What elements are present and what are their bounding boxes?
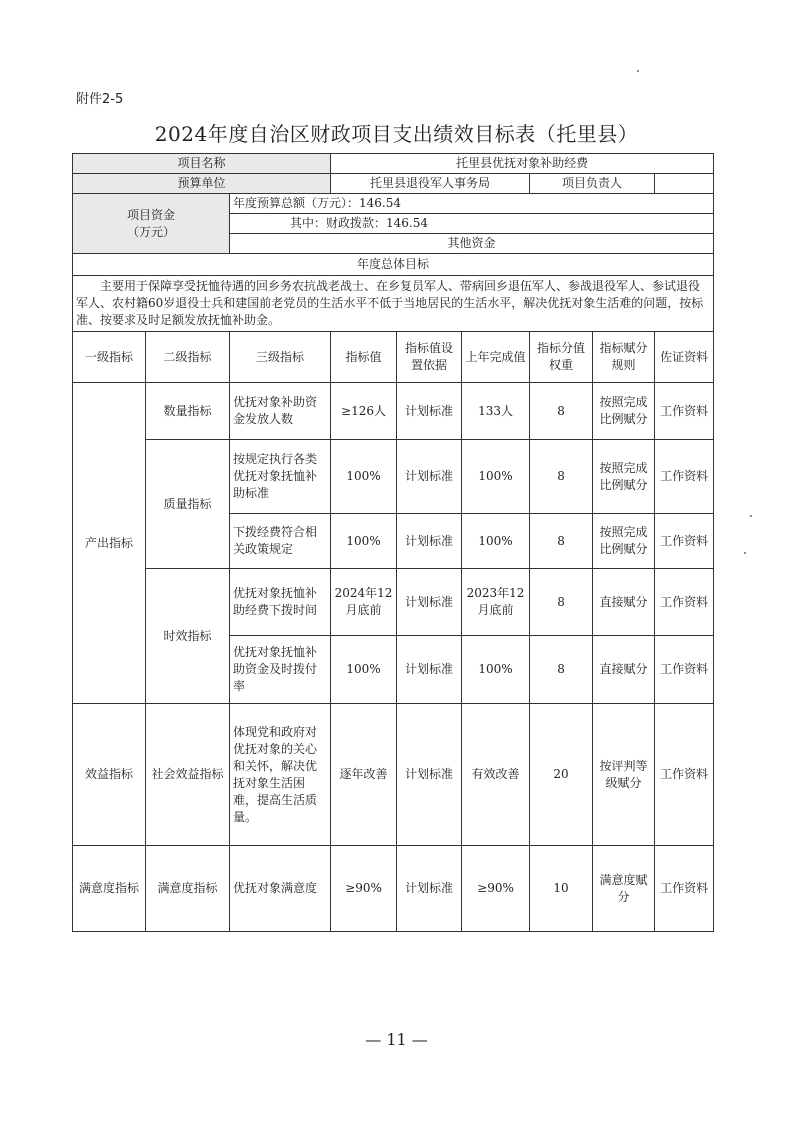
rule-cell: 按照完成比例赋分 [593, 514, 655, 569]
evidence-cell: 工作资料 [655, 383, 714, 440]
rule-cell: 按照完成比例赋分 [593, 440, 655, 514]
basis-cell: 计划标准 [397, 704, 462, 846]
level2-timeliness: 时效指标 [146, 569, 230, 704]
evidence-cell: 工作资料 [655, 704, 714, 846]
value-cell: 100% [331, 636, 397, 704]
level3-cell: 优抚对象满意度 [230, 846, 331, 932]
header-level2: 二级指标 [146, 332, 230, 383]
evidence-cell: 工作资料 [655, 440, 714, 514]
level3-cell: 体现党和政府对优抚对象的关心和关怀，解决优抚对象生活困难，提高生活质量。 [230, 704, 331, 846]
header-weight: 指标分值权重 [530, 332, 593, 383]
basis-cell: 计划标准 [397, 440, 462, 514]
annual-budget-total: 年度预算总额（万元）：146.54 [230, 194, 714, 214]
value-cell: ≥126人 [331, 383, 397, 440]
header-level1: 一级指标 [73, 332, 146, 383]
annual-goal-label: 年度总体目标 [73, 254, 714, 276]
prev-cell: 2023年12月底前 [462, 569, 530, 636]
level3-cell: 优抚对象抚恤补助资金及时拨付率 [230, 636, 331, 704]
table-row [73, 846, 714, 932]
prev-cell: 100% [462, 440, 530, 514]
value-cell: ≥90% [331, 846, 397, 932]
weight-cell: 8 [530, 383, 593, 440]
project-leader-value [655, 174, 714, 194]
header-rule: 指标赋分规则 [593, 332, 655, 383]
project-name-label: 项目名称 [73, 154, 331, 174]
basis-cell: 计划标准 [397, 383, 462, 440]
header-value: 指标值 [331, 332, 397, 383]
level3-cell: 优抚对象补助资金发放人数 [230, 383, 331, 440]
level2-quantity: 数量指标 [146, 383, 230, 440]
value-cell: 100% [331, 440, 397, 514]
table-row [73, 704, 714, 846]
level2-quality: 质量指标 [146, 440, 230, 569]
table-row [73, 569, 714, 636]
weight-cell: 10 [530, 846, 593, 932]
basis-cell: 计划标准 [397, 846, 462, 932]
header-prev: 上年完成值 [462, 332, 530, 383]
scan-speck [637, 70, 639, 72]
rule-cell: 按照完成比例赋分 [593, 383, 655, 440]
table-row [73, 383, 714, 440]
level1-output: 产出指标 [73, 383, 146, 704]
fiscal-appropriation: 其中：财政拨款：146.54 [230, 214, 714, 234]
value-cell: 2024年12月底前 [331, 569, 397, 636]
prev-cell: 有效改善 [462, 704, 530, 846]
performance-target-table [72, 153, 713, 932]
rule-cell: 直接赋分 [593, 636, 655, 704]
page-title: 2024年度自治区财政项目支出绩效目标表（托里县） [154, 122, 639, 146]
evidence-cell: 工作资料 [655, 846, 714, 932]
rule-cell: 按评判等级赋分 [593, 704, 655, 846]
value-cell: 100% [331, 514, 397, 569]
project-leader-label: 项目负责人 [530, 174, 655, 194]
indicator-header-row [73, 332, 714, 383]
other-funds: 其他资金 [230, 234, 714, 254]
evidence-cell: 工作资料 [655, 569, 714, 636]
project-funds-label: 项目资金 （万元） [73, 194, 230, 254]
annual-goal-text: 主要用于保障享受抚恤待遇的回乡务农抗战老战士、在乡复员军人、带病回乡退伍军人、参战退役军人、参试退役军人、农村籍60岁退役士兵和建国前老党员的生活水平不低于当地居民的生活水平，解决优抚对象生活难的问题，按标准、按要求及时足额发放抚恤补助金。 [73, 276, 714, 332]
weight-cell: 8 [530, 440, 593, 514]
weight-cell: 8 [530, 569, 593, 636]
basis-cell: 计划标准 [397, 569, 462, 636]
level3-cell: 优抚对象抚恤补助经费下拨时间 [230, 569, 331, 636]
table-row [73, 440, 714, 514]
evidence-cell: 工作资料 [655, 636, 714, 704]
rule-cell: 直接赋分 [593, 569, 655, 636]
level3-cell: 下拨经费符合相关政策规定 [230, 514, 331, 569]
weight-cell: 20 [530, 704, 593, 846]
level1-benefit: 效益指标 [73, 704, 146, 846]
level1-satisfaction: 满意度指标 [73, 846, 146, 932]
prev-cell: 100% [462, 636, 530, 704]
header-level3: 三级指标 [230, 332, 331, 383]
value-cell: 逐年改善 [331, 704, 397, 846]
scan-speck [744, 552, 746, 554]
scan-speck [750, 515, 752, 517]
page-number: — 11 — [365, 1030, 428, 1049]
budget-unit-value: 托里县退役军人事务局 [331, 174, 530, 194]
weight-cell: 8 [530, 636, 593, 704]
prev-cell: 133人 [462, 383, 530, 440]
weight-cell: 8 [530, 514, 593, 569]
rule-cell: 满意度赋分 [593, 846, 655, 932]
prev-cell: 100% [462, 514, 530, 569]
budget-unit-label: 预算单位 [73, 174, 331, 194]
basis-cell: 计划标准 [397, 636, 462, 704]
attachment-label: 附件2-5 [76, 92, 124, 107]
project-name-value: 托里县优抚对象补助经费 [331, 154, 714, 174]
level2-satisfaction: 满意度指标 [146, 846, 230, 932]
level3-cell: 按规定执行各类优抚对象抚恤补助标准 [230, 440, 331, 514]
prev-cell: ≥90% [462, 846, 530, 932]
evidence-cell: 工作资料 [655, 514, 714, 569]
level2-social: 社会效益指标 [146, 704, 230, 846]
header-evidence: 佐证资料 [655, 332, 714, 383]
header-basis: 指标值设置依据 [397, 332, 462, 383]
basis-cell: 计划标准 [397, 514, 462, 569]
